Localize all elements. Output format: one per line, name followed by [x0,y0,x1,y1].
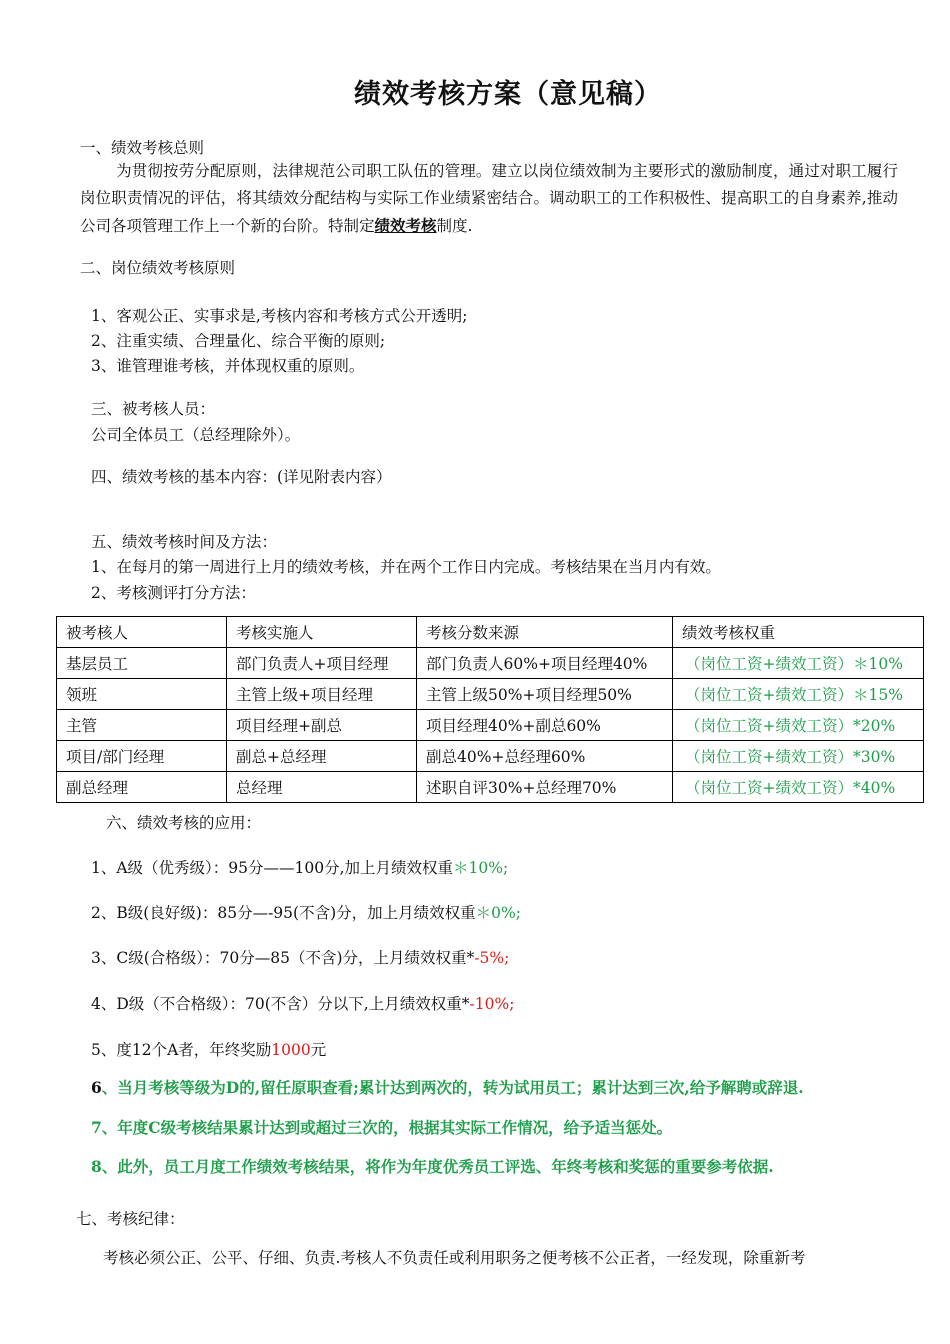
annual-bonus-post: 元 [310,1041,327,1059]
grade-a-value: ＊10%; [453,859,509,877]
table-cell: 部门负责人+项目经理 [227,648,417,679]
table-row [57,772,924,803]
section-2-heading: 二、岗位绩效考核原则 [80,259,236,277]
table-row [57,710,924,741]
annual-bonus-pre: 5、度12个A者，年终奖励 [91,1041,272,1059]
table-row [57,741,924,772]
table-cell-weight: （岗位工资+绩效工资）*30% [673,741,924,772]
performance-link[interactable]: 绩效考核 [374,216,437,235]
annual-bonus-amount: 1000 [271,1041,311,1059]
grade-c-item [91,946,509,968]
table-row [57,679,924,710]
section-1-paragraph [80,158,898,240]
table-row [57,648,924,679]
grade-b-value: ＊0%; [475,904,521,922]
grade-c-text: 3、C级(合格级）：70分—85（不含)分，上月绩效权重* [91,949,475,967]
table-cell: 副总40%+总经理60% [417,741,673,772]
principle-item: 2、注重实绩、合理量化、综合平衡的原则; [91,332,386,350]
grade-b-text: 2、B级(良好级)：85分—-95(不含)分，加上月绩效权重 [91,904,476,922]
section-7-text: 考核必须公正、公平、仔细、负责.考核人不负责任或利用职务之便考核不公正者，一经发现，除重新考 [103,1249,806,1267]
table-cell-weight: （岗位工资+绩效工资）*20% [673,710,924,741]
grade-d-value: -10%; [469,995,515,1013]
section-5-heading: 五、绩效考核时间及方法： [91,533,278,551]
table-header-cell: 被考核人 [57,617,227,648]
table-header-cell: 考核分数来源 [417,617,673,648]
grade-b-item [91,901,521,923]
rule-item-6-number: 6 [91,1078,102,1097]
annual-bonus-item [91,1038,326,1060]
table-cell-weight: （岗位工资+绩效工资）*40% [673,772,924,803]
section-6-heading: 六、绩效考核的应用： [106,814,262,832]
scoring-table [56,616,924,803]
rule-item-7: 7、年度C级考核结果累计达到或超过三次的，根据其实际工作情况，给予适当惩处。 [91,1118,673,1137]
table-cell: 主管 [57,710,227,741]
table-cell: 主管上级+项目经理 [227,679,417,710]
table-cell-weight: （岗位工资+绩效工资）＊10% [673,648,924,679]
grade-a-item [91,856,508,878]
table-cell: 主管上级50%+项目经理50% [417,679,673,710]
table-header-cell: 考核实施人 [227,617,417,648]
section-3-heading: 三、被考核人员： [91,400,216,418]
grade-d-item [91,992,514,1014]
table-cell: 总经理 [227,772,417,803]
principle-item: 3、谁管理谁考核，并体现权重的原则。 [91,357,365,375]
table-cell: 副总+总经理 [227,741,417,772]
table-cell: 项目/部门经理 [57,741,227,772]
rule-item-6-text: 、当月考核等级为D的,留任原职查看;累计达到两次的，转为试用员工；累计达到三次,给予解聘或辞退. [101,1078,804,1097]
section-1-text-end: 制度. [436,217,473,235]
grade-a-text: 1、A级（优秀级）：95分——100分,加上月绩效权重 [91,859,454,877]
method-item: 2、考核测评打分方法： [91,584,256,602]
principle-item: 1、客观公正、实事求是,考核内容和考核方式公开透明; [91,307,468,325]
section-4-heading: 四、绩效考核的基本内容：(详见附表内容） [91,468,392,486]
table-cell: 项目经理+副总 [227,710,417,741]
section-1-heading: 一、绩效考核总则 [80,139,205,157]
rule-item-6 [91,1076,804,1098]
table-cell: 领班 [57,679,227,710]
section-1-text: 为贯彻按劳分配原则，法律规范公司职工队伍的管理。建立以岗位绩效制为主要形式的激励制度，通过对职工履行岗位职责情况的评估，将其绩效分配结构与实际工作业绩紧密结合。调动职工的工作积极性、提高职工的自身素养,推动公司各项管理工作上一个新的台阶。特制定 [80,162,898,235]
grade-c-value: -5%; [474,949,510,967]
page-title: 绩效考核方案（意见稿） [354,79,662,110]
table-header-cell: 绩效考核权重 [673,617,924,648]
method-item: 1、在每月的第一周进行上月的绩效考核，并在两个工作日内完成。考核结果在当月内有效。 [91,558,721,576]
section-3-text: 公司全体员工（总经理除外）。 [91,426,301,444]
table-header-row [57,617,924,648]
table-cell: 述职自评30%+总经理70% [417,772,673,803]
table-cell-weight: （岗位工资+绩效工资）＊15% [673,679,924,710]
table-cell: 基层员工 [57,648,227,679]
table-cell: 副总经理 [57,772,227,803]
section-7-heading: 七、考核纪律： [76,1210,185,1228]
table-cell: 项目经理40%+副总60% [417,710,673,741]
rule-item-8: 8、此外，员工月度工作绩效考核结果，将作为年度优秀员工评选、年终考核和奖惩的重要参考依据. [91,1157,774,1176]
table-cell: 部门负责人60%+项目经理40% [417,648,673,679]
grade-d-text: 4、D级（不合格级）：70(不含）分以下,上月绩效权重* [91,995,470,1013]
